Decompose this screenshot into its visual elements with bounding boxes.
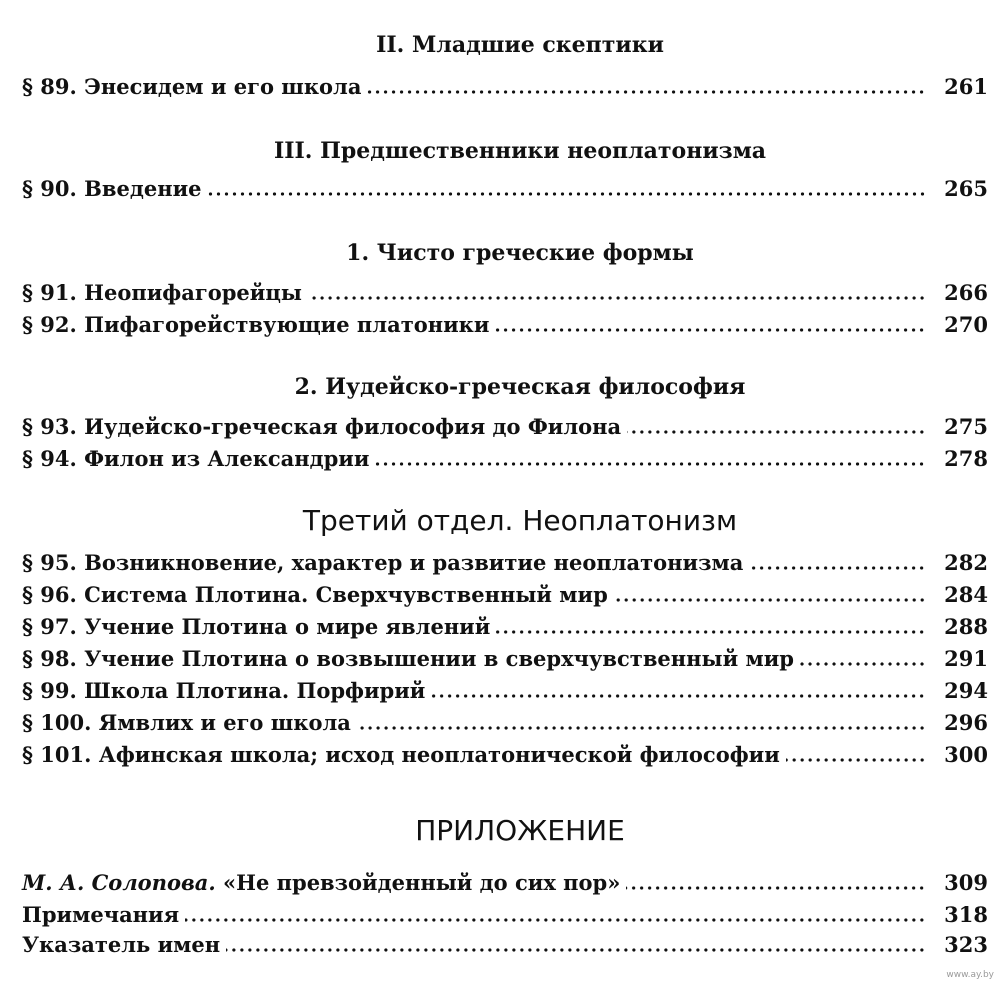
dot-leader — [614, 597, 926, 603]
toc-entry-101[interactable] — [22, 740, 988, 770]
section-heading-neoplatonism-predecessors: III. Предшественники неоплатонизма — [273, 138, 767, 164]
toc-entry-page: 309 — [944, 870, 988, 895]
dot-leader — [786, 757, 926, 763]
section-heading-appendix: ПРИЛОЖЕНИЕ — [415, 814, 625, 847]
dot-leader — [749, 565, 926, 571]
section-heading-greek-forms: 1. Чисто греческие формы — [346, 240, 694, 266]
toc-entry-94[interactable] — [22, 444, 988, 474]
dot-leader — [495, 327, 926, 333]
toc-entry-page: 284 — [944, 582, 988, 607]
section-heading-younger-skeptics: II. Младшие скептики — [376, 32, 664, 58]
toc-entry-title: § 98. Учение Плотина о возвышении в сверхчувственный мир — [22, 646, 794, 671]
toc-entry-notes[interactable] — [22, 900, 988, 930]
dot-leader — [185, 917, 926, 923]
toc-entry-title: § 96. Система Плотина. Сверхчувственный мир — [22, 582, 608, 607]
toc-entry-name-index[interactable] — [22, 930, 988, 960]
toc-entry-page: 278 — [944, 446, 988, 471]
dot-leader — [800, 661, 926, 667]
dot-leader — [208, 191, 926, 197]
toc-entry-title: § 100. Ямвлих и его школа — [22, 710, 351, 735]
dot-leader — [431, 693, 926, 699]
toc-entry-page: 261 — [944, 74, 988, 99]
toc-entry-89[interactable] — [22, 72, 988, 102]
toc-entry-title: § 89. Энесидем и его школа — [22, 74, 362, 99]
toc-entry-page: 282 — [944, 550, 988, 575]
dot-leader — [357, 725, 926, 731]
toc-entry-title: § 97. Учение Плотина о мире явлений — [22, 614, 491, 639]
toc-entry-page: 296 — [944, 710, 988, 735]
watermark: www.ay.by — [946, 970, 994, 980]
toc-entry-page: 291 — [944, 646, 988, 671]
toc-entry-title: § 101. Афинская школа; исход неоплатонической философии — [22, 742, 780, 767]
toc-entry-author: М. А. Солопова. — [22, 870, 216, 895]
toc-entry-solopova[interactable] — [22, 868, 988, 898]
toc-entry-title: § 91. Неопифагорейцы — [22, 280, 302, 305]
section-heading-judeo-greek: 2. Иудейско-греческая философия — [294, 374, 746, 400]
dot-leader — [627, 429, 926, 435]
toc-entry-page: 300 — [944, 742, 988, 767]
toc-entry-90[interactable] — [22, 174, 988, 204]
toc-entry-title: § 94. Филон из Александрии — [22, 446, 370, 471]
dot-leader — [226, 947, 926, 953]
toc-entry-title-text: «Не превзойденный до сих пор» — [223, 870, 621, 895]
toc-entry-92[interactable] — [22, 310, 988, 340]
toc-entry-title: § 90. Введение — [22, 176, 202, 201]
toc-entry-97[interactable] — [22, 612, 988, 642]
toc-entry-page: 270 — [944, 312, 988, 337]
dot-leader — [626, 885, 926, 891]
dot-leader — [367, 89, 926, 95]
toc-entry-page: 294 — [944, 678, 988, 703]
toc-entry-99[interactable] — [22, 676, 988, 706]
toc-entry-title: § 93. Иудейско-греческая философия до Филона — [22, 414, 622, 439]
toc-entry-title: Примечания — [22, 902, 180, 927]
toc-entry-98[interactable] — [22, 644, 988, 674]
toc-entry-page: 323 — [944, 932, 988, 957]
toc-entry-96[interactable] — [22, 580, 988, 610]
toc-entry-page: 288 — [944, 614, 988, 639]
toc-entry-title: Указатель имен — [22, 932, 221, 957]
toc-entry-title: § 99. Школа Плотина. Порфирий — [22, 678, 426, 703]
dot-leader — [496, 629, 926, 635]
toc-entry-page: 266 — [944, 280, 988, 305]
toc-entry-page: 275 — [944, 414, 988, 439]
toc-entry-93[interactable] — [22, 412, 988, 442]
toc-entry-title: § 95. Возникновение, характер и развитие неоплатонизма — [22, 550, 744, 575]
section-heading-third-part-neoplatonism: Третий отдел. Неоплатонизм — [302, 504, 738, 537]
toc-entry-95[interactable] — [22, 548, 988, 578]
dot-leader — [375, 461, 926, 467]
toc-entry-title: § 92. Пифагорействующие платоники — [22, 312, 490, 337]
toc-entry-page: 265 — [944, 176, 988, 201]
dot-leader — [308, 295, 926, 301]
toc-entry-100[interactable] — [22, 708, 988, 738]
toc-entry-91[interactable] — [22, 278, 988, 308]
toc-entry-title — [22, 868, 620, 898]
toc-entry-page: 318 — [944, 902, 988, 927]
